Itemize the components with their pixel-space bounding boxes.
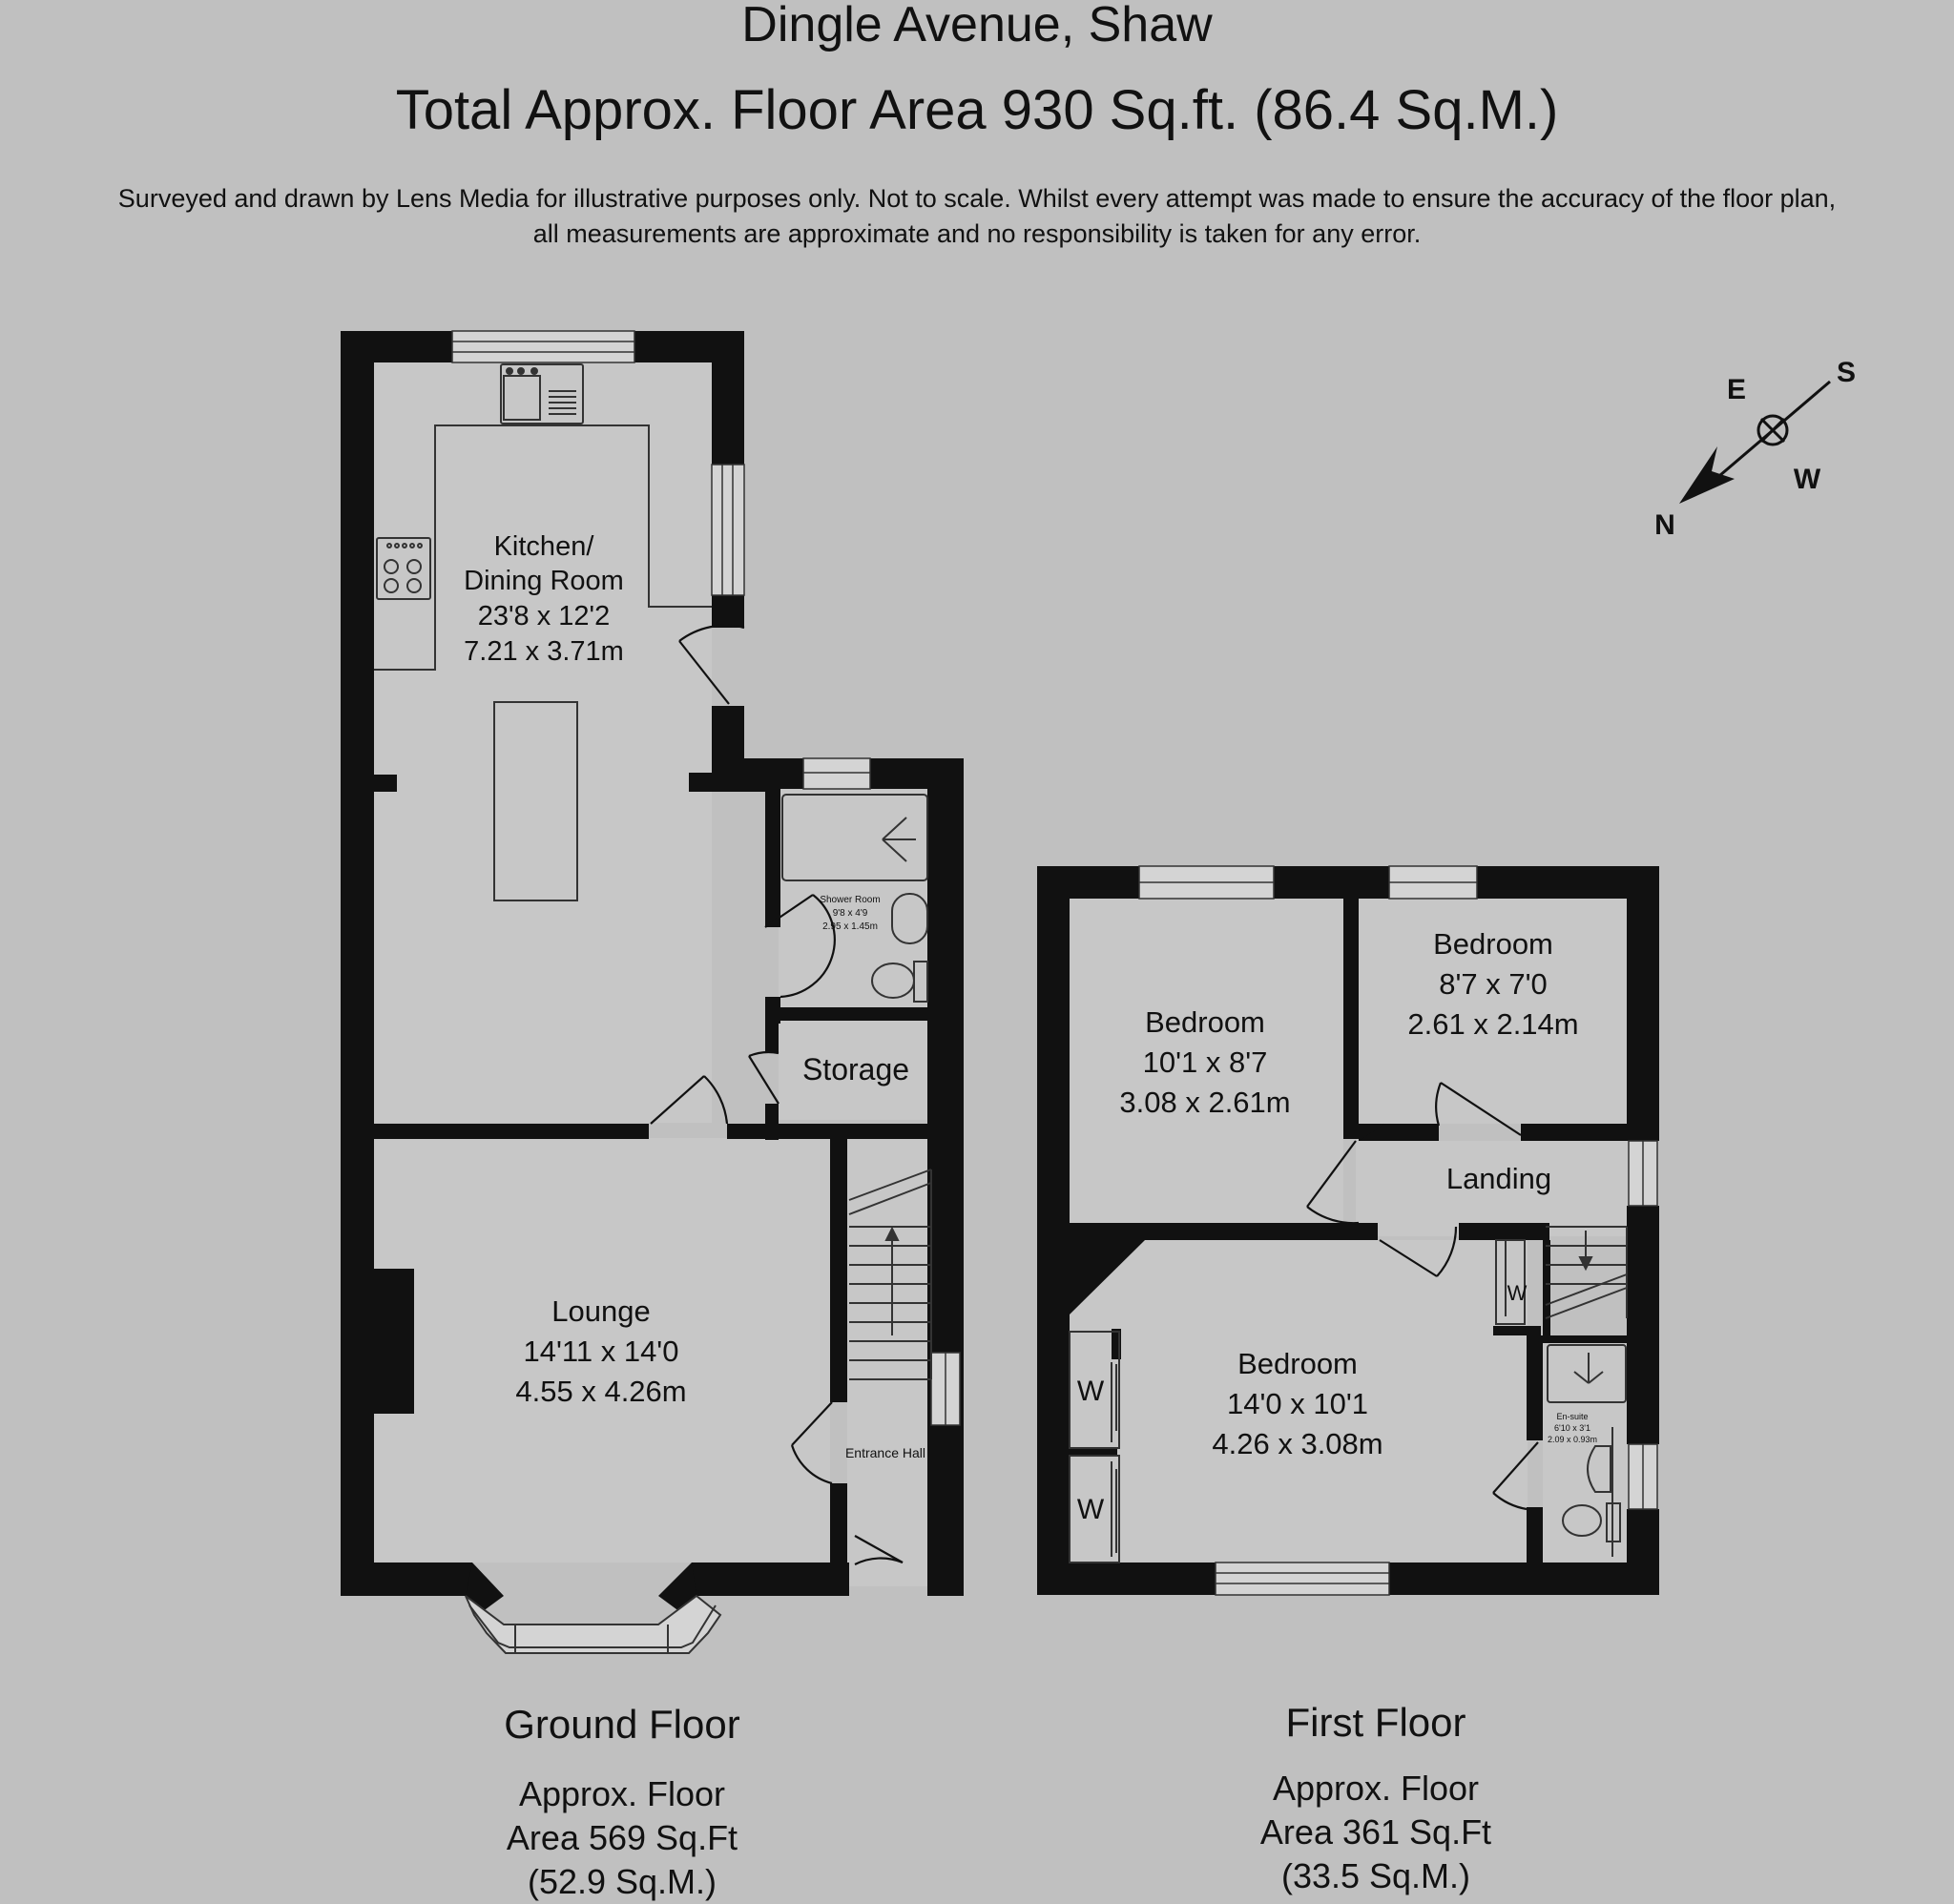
bedroom-1-dimensions-metric: 3.08 x 2.61m	[1119, 1086, 1291, 1119]
ensuite-dimensions-metric: 2.09 x 0.93m	[1547, 1435, 1598, 1444]
kitchen-fill	[374, 362, 712, 1123]
ground-floor-area-line3: (52.9 Sq.M.)	[527, 1862, 717, 1901]
compass-east: E	[1726, 374, 1747, 405]
bedroom-2-label: Bedroom	[1433, 927, 1553, 961]
ensuite-dimensions-imperial: 6'10 x 3'1	[1554, 1423, 1590, 1433]
kitchen-dimensions-imperial: 23'8 x 12'2	[477, 601, 611, 631]
bedroom-1-label: Bedroom	[1145, 1005, 1265, 1039]
bedroom-2-dimensions-metric: 2.61 x 2.14m	[1407, 1007, 1579, 1041]
storage-label: Storage	[801, 1052, 910, 1087]
first-floor-caption	[1137, 1700, 1614, 1898]
plan-title: Dingle Avenue, Shaw	[741, 0, 1213, 52]
ensuite-label: En-suite	[1556, 1412, 1589, 1421]
kitchen-label-line2: Dining Room	[464, 566, 624, 596]
total-area: Total Approx. Floor Area 930 Sq.ft. (86.4 Sq.M.)	[395, 79, 1559, 141]
north-arrow-icon	[1679, 446, 1735, 504]
kitchen-side-window	[712, 465, 744, 595]
ground-floor-caption	[384, 1702, 861, 1904]
ground-floor-title: Ground Floor	[504, 1702, 740, 1747]
lounge-dimensions-metric: 4.55 x 4.26m	[515, 1375, 687, 1408]
disclaimer-line-1: Surveyed and drawn by Lens Media for illustrative purposes only. Not to scale. Whilst every attempt was made to ensure the accuracy of the floor plan,	[117, 184, 1837, 213]
first-floor-title: First Floor	[1285, 1700, 1466, 1745]
first-floor-plan	[1037, 866, 1659, 1595]
shower-room-dimensions-imperial: 9'8 x 4'9	[832, 908, 868, 919]
first-floor-area-line3: (33.5 Sq.M.)	[1280, 1856, 1471, 1895]
bedroom-3-window	[1216, 1563, 1389, 1595]
landing-label: Landing	[1445, 1162, 1552, 1195]
wardrobe-label-2: W	[1076, 1494, 1105, 1525]
shower-room-dimensions-metric: 2.95 x 1.45m	[822, 921, 878, 932]
first-floor-area-line2: Area 361 Sq.Ft	[1259, 1812, 1492, 1852]
lounge-label: Lounge	[551, 1294, 651, 1328]
bedroom-3-label: Bedroom	[1237, 1347, 1358, 1380]
hall-fill	[844, 1138, 927, 1586]
bedroom-3-dimensions-imperial: 14'0 x 10'1	[1226, 1387, 1369, 1420]
first-floor-area-line1: Approx. Floor	[1272, 1769, 1480, 1808]
entrance-hall-label: Entrance Hall	[844, 1445, 926, 1460]
ground-floor-area-line1: Approx. Floor	[518, 1774, 726, 1813]
kitchen-label-line1: Kitchen/	[493, 531, 594, 562]
compass-icon	[1654, 357, 1856, 541]
kitchen-dimensions-metric: 7.21 x 3.71m	[464, 636, 624, 667]
first-stairs	[1546, 1227, 1627, 1318]
compass-north: N	[1654, 509, 1675, 541]
lounge-dimensions-imperial: 14'11 x 14'0	[523, 1335, 679, 1368]
compass-south: S	[1836, 357, 1857, 388]
shower-room-label: Shower Room	[820, 895, 881, 905]
compass-west: W	[1793, 464, 1821, 495]
ensuite-fill	[1543, 1343, 1628, 1563]
kitchen-window	[452, 331, 634, 362]
ground-floor-area-line2: Area 569 Sq.Ft	[506, 1818, 738, 1857]
disclaimer-line-2: all measurements are approximate and no responsibility is taken for any error.	[532, 219, 1422, 248]
bedroom-2-dimensions-imperial: 8'7 x 7'0	[1439, 967, 1548, 1001]
bedroom-1-dimensions-imperial: 10'1 x 8'7	[1142, 1045, 1268, 1079]
wardrobe-label-3: W	[1507, 1281, 1528, 1305]
bay-window	[466, 1563, 720, 1653]
bedroom-3-dimensions-metric: 4.26 x 3.08m	[1212, 1427, 1383, 1460]
wardrobe-label-1: W	[1076, 1376, 1105, 1407]
shower-window	[803, 758, 870, 789]
